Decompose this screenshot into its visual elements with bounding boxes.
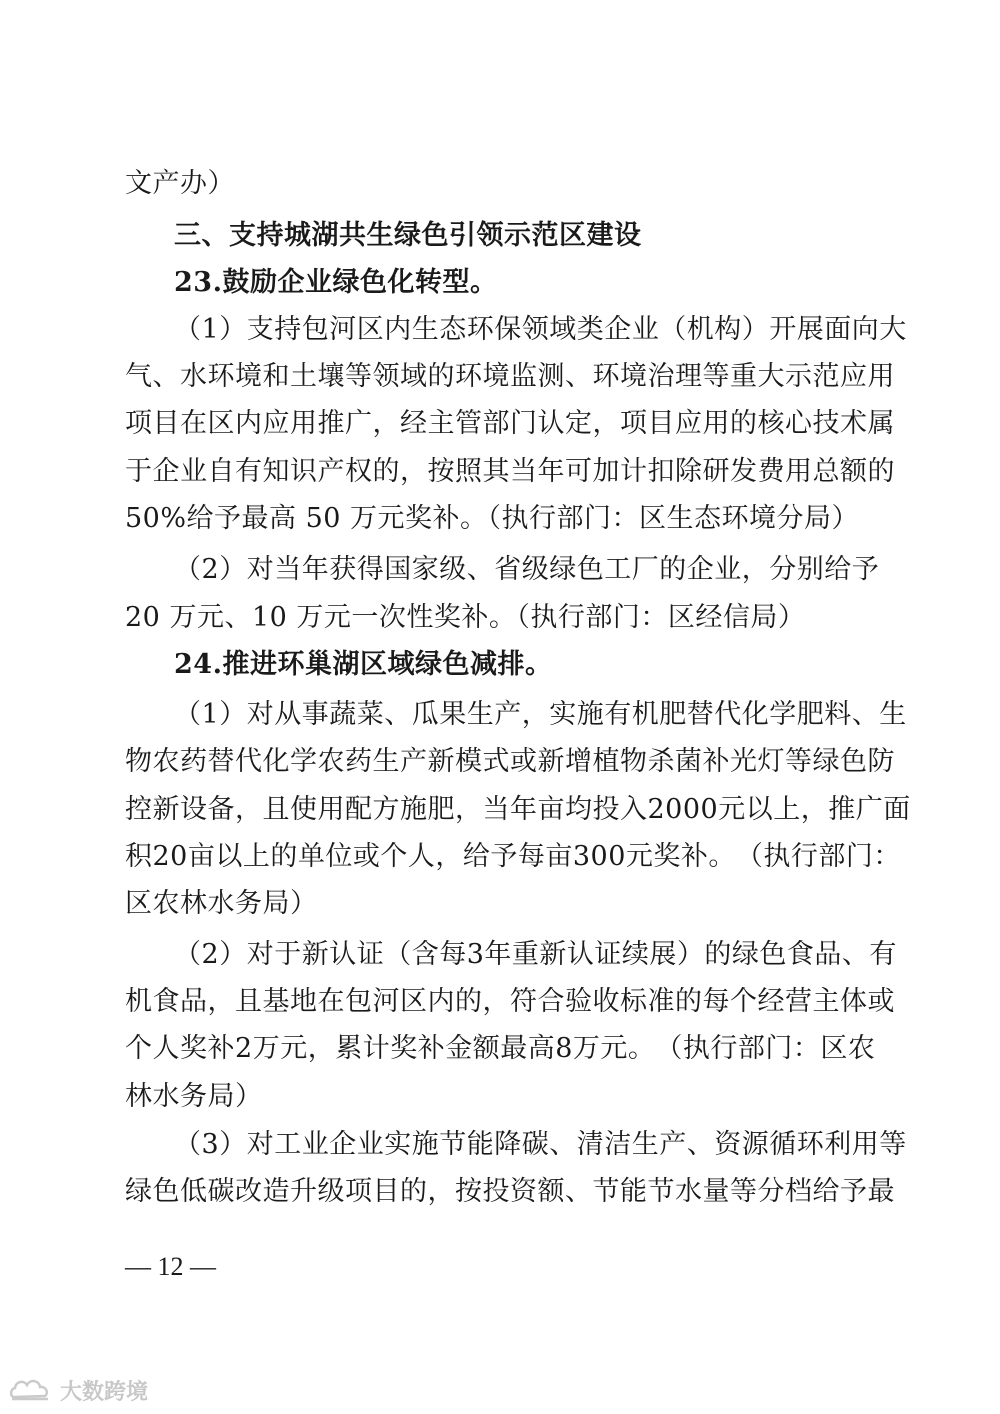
text-line: 于 企 业 自 有 知 识 产 权 的 ， 按 照 其 当 年 可 加 计 扣 除 研 发 费 用 总 额 的 xyxy=(125,456,895,487)
section-heading: 三、支持城湖共生绿色引领示范区建设 xyxy=(174,220,642,251)
text-line: （ 1 ） 支 持 包 河 区 内 生 态 环 保 领 域 类 企 业 （ 机 构 ） 开 展 面 向 大 xyxy=(174,314,907,345)
text-line: 物 农 药 替 代 化 学 农 药 生 产 新 模 式 或 新 增 植 物 杀 菌 补 光 灯 等 绿 色 防 xyxy=(125,746,895,777)
text-line: 积 20 亩 以 上 的 单 位 或 个 人 ， 给 予 每 亩 300 元 奖 补 。 （ 执 行 部 门 ： xyxy=(125,841,901,872)
text-line: 区农林水务局） xyxy=(125,888,318,919)
text-line: 林水务局） xyxy=(125,1081,263,1112)
text-line: （ 3 ） 对 工 业 企 业 实 施 节 能 降 碳 、 清 洁 生 产 、 资 源 循 环 利 用 等 xyxy=(174,1129,907,1160)
watermark-text: 大数跨境 xyxy=(60,1379,149,1405)
cloud-logo-icon xyxy=(8,1375,54,1405)
text-line: 控 新 设 备 ， 且 使 用 配 方 施 肥 ， 当 年 亩 均 投 入 2000 元 以 上 ， 推 广 面 xyxy=(125,794,911,825)
text-line: 机 食 品 ， 且 基 地 在 包 河 区 内 的 ， 符 合 验 收 标 准 的 每 个 经 营 主 体 或 xyxy=(125,986,895,1017)
text-line: 20 万元、10 万元一次性奖补。（执行部门：区经信局） xyxy=(125,602,806,633)
text-line: 项 目 在 区 内 应 用 推 广 ， 经 主 管 部 门 认 定 ， 项 目 应 用 的 核 心 技 术 属 xyxy=(125,408,895,439)
watermark xyxy=(8,1373,148,1407)
text-line: 气 、 水 环 境 和 土 壤 等 领 域 的 环 境 监 测 、 环 境 治 理 等 重 大 示 范 应 用 xyxy=(125,361,895,392)
text-line: （ 2 ） 对 当 年 获 得 国 家 级 、 省 级 绿 色 工 厂 的 企 业 ， 分 别 给 予 xyxy=(174,554,880,585)
text-line: 50%给予最高 50 万元奖补。（执行部门：区生态环境分局） xyxy=(125,503,860,534)
item-heading: 23.鼓励企业绿色化转型。 xyxy=(174,267,498,298)
text-line: 文产办） xyxy=(125,168,235,199)
text-line: 个 人 奖 补 2 万 元 ， 累 计 奖 补 金 额 最 高 8 万 元 。 （ 执 行 部 门 ： 区 农 xyxy=(125,1033,876,1064)
page-number: — 12 — xyxy=(125,1252,216,1281)
text-line: 绿 色 低 碳 改 造 升 级 项 目 的 ， 按 投 资 额 、 节 能 节 水 量 等 分 档 给 予 最 xyxy=(125,1176,895,1207)
item-heading: 24.推进环巢湖区域绿色减排。 xyxy=(174,649,553,680)
text-line: （ 1 ） 对 从 事 蔬 菜 、 瓜 果 生 产 ， 实 施 有 机 肥 替 代 化 学 肥 料 、 生 xyxy=(174,699,907,730)
text-line: （ 2 ） 对 于 新 认 证 （ 含 每 3 年 重 新 认 证 续 展 ） 的 绿 色 食 品 、 有 xyxy=(174,939,897,970)
